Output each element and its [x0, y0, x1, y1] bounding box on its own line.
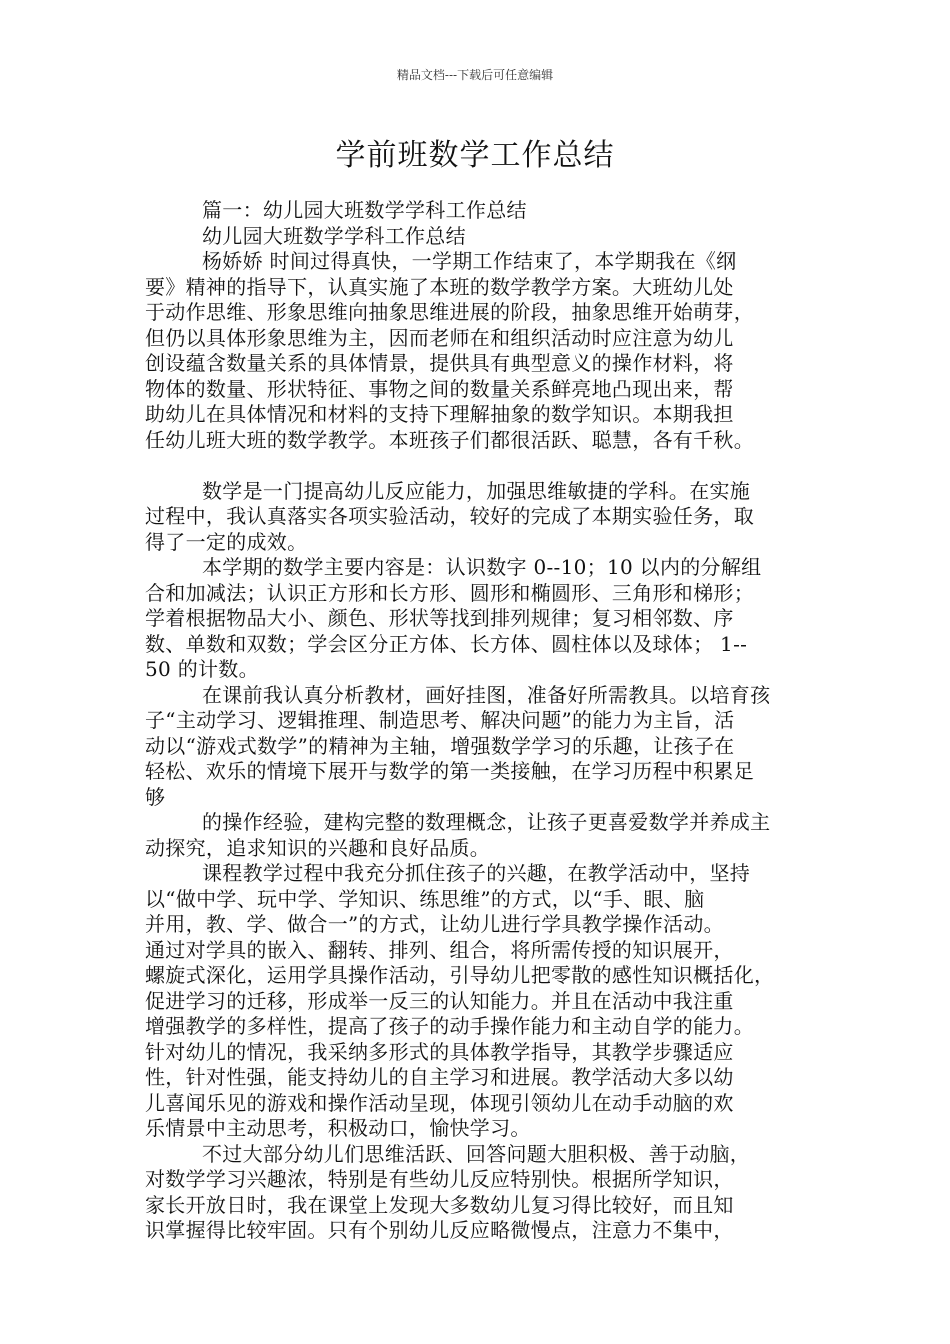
text-line: 50 的计数。: [145, 657, 259, 681]
text-line: 螺旋式深化，运用学具操作活动，引导幼儿把零散的感性知识概括化，: [145, 963, 775, 987]
text-line: 动以“游戏式数学”的精神为主轴，增强数学学习的乐趣，让孩子在: [145, 733, 735, 758]
text-line: 不过大部分幼儿们思维活跃、回答问题大胆积极、善于动脑，: [202, 1141, 751, 1166]
page-header: 精品文档---下载后可任意编辑: [396, 68, 554, 82]
text-line: 但仍以具体形象思维为主，因而老师在和组织活动时应注意为幼儿: [145, 325, 734, 350]
text-line: 助幼儿在具体情况和材料的支持下理解抽象的数学知识。本期我担: [145, 402, 734, 426]
text-line: 并用，教、学、做合一”的方式，让幼儿进行学具教学操作活动。: [145, 912, 724, 936]
text-line: 合和加减法；认识正方形和长方形、圆形和椭圆形、三角形和梯形；: [145, 580, 754, 605]
text-line: 通过对学具的嵌入、翻转、排列、组合，将所需传授的知识展开，: [145, 937, 734, 962]
text-line: 要》精神的指导下，认真实施了本班的数学教学方案。大班幼儿处: [145, 274, 734, 299]
text-line: 得了一定的成效。: [145, 529, 308, 554]
text-line: 子“主动学习、逻辑推理、制造思考、解决问题”的能力为主旨，活: [145, 708, 735, 732]
document-title: 学前班数学工作总结: [335, 138, 615, 173]
text-line: 在课前我认真分析教材，画好挂图，准备好所需教具。以培育孩: [202, 682, 771, 707]
text-line: 促进学习的迁移，形成举一反三的认知能力。并且在活动中我注重: [145, 988, 734, 1013]
text-line: 杨娇娇 时间过得真快，一学期工作结束了，本学期我在《纲: [202, 249, 737, 273]
text-line: 识掌握得比较牢固。只有个别幼儿反应略微慢点，注意力不集中，: [145, 1218, 734, 1242]
document-body: [145, 198, 805, 1244]
blank-line: [145, 453, 805, 479]
text-line: 轻松、欢乐的情境下展开与数学的第一类接触，在学习历程中积累足: [145, 759, 754, 783]
text-line: 儿喜闻乐见的游戏和操作活动呈现，体现引领幼儿在动手动脑的欢: [145, 1090, 734, 1115]
text-line: 动探究，追求知识的兴趣和良好品质。: [145, 835, 491, 860]
text-line: 性，针对性强，能支持幼儿的自主学习和进展。教学活动大多以幼: [145, 1065, 734, 1089]
text-line: 数、单数和双数；学会区分正方体、长方体、圆柱体以及球体； 1--: [145, 631, 748, 656]
text-line: 过程中，我认真落实各项实验活动，较好的完成了本期实验任务，取: [145, 504, 754, 528]
text-line: 的操作经验，建构完整的数理概念，让孩子更喜爱数学并养成主: [202, 810, 771, 834]
text-line: 够: [145, 784, 166, 809]
text-line: 篇一：幼儿园大班数学学科工作总结: [202, 198, 527, 222]
text-line: 以“做中学、玩中学、学知识、练思维”的方式，以“手、眼、脑: [145, 886, 705, 911]
text-line: 增强教学的多样性，提高了孩子的动手操作能力和主动自学的能力。: [145, 1014, 754, 1038]
text-line: 学着根据物品大小、颜色、形状等找到排列规律；复习相邻数、序: [145, 606, 734, 630]
text-line: 针对幼儿的情况，我采纳多形式的具体教学指导，其教学步骤适应: [145, 1039, 734, 1064]
text-line: 于动作思维、形象思维向抽象思维进展的阶段，抽象思维开始萌芽，: [145, 300, 754, 324]
text-line: 幼儿园大班数学学科工作总结: [202, 223, 466, 248]
text-line: 任幼儿班大班的数学教学。本班孩子们都很活跃、聪慧，各有千秋。: [145, 427, 754, 452]
text-line: 数学是一门提高幼儿反应能力，加强思维敏捷的学科。在实施: [202, 478, 751, 503]
text-line: 乐情景中主动思考，积极动口，愉快学习。: [145, 1116, 531, 1140]
text-line: 对数学学习兴趣浓，特别是有些幼儿反应特别快。根据所学知识，: [145, 1167, 734, 1191]
text-line: 课程教学过程中我充分抓住孩子的兴趣，在教学活动中，坚持: [202, 861, 751, 885]
text-line: 创设蕴含数量关系的具体情景，提供具有典型意义的操作材料，将: [145, 351, 734, 375]
text-line: 家长开放日时，我在课堂上发现大多数幼儿复习得比较好，而且知: [145, 1192, 734, 1217]
text-line: 本学期的数学主要内容是：认识数字 0--10；10 以内的分解组: [202, 555, 762, 579]
text-line: 物体的数量、形状特征、事物之间的数量关系鲜亮地凸现出来，帮: [145, 376, 734, 401]
